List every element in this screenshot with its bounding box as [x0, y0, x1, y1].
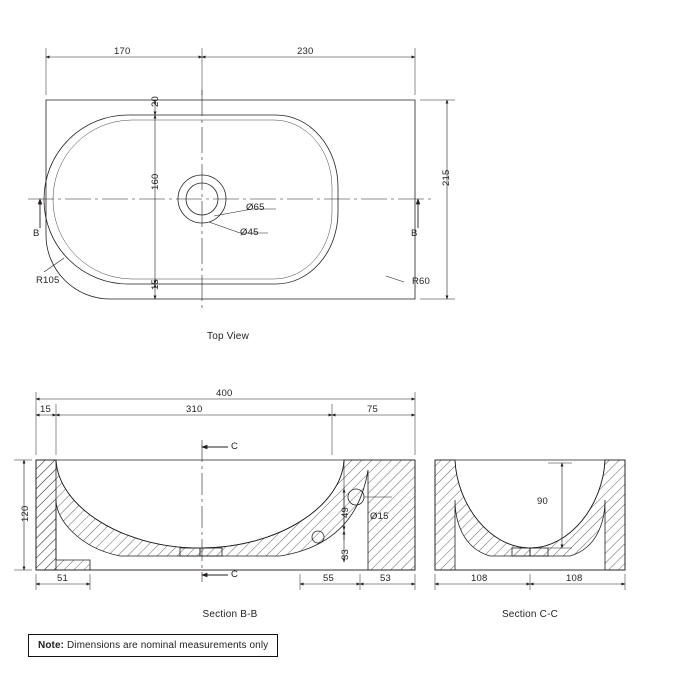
- dim-bb-right-base: 53: [380, 573, 391, 584]
- dim-top-offset-bottom: 15: [150, 279, 161, 290]
- dim-bb-right-width: 75: [367, 404, 378, 415]
- note-box: [28, 634, 278, 657]
- note-text: Dimensions are nominal measurements only: [64, 640, 269, 651]
- section-mark-b-left: B: [33, 228, 40, 239]
- dim-top-width-right: 230: [297, 46, 314, 57]
- dim-radius-right: R60: [412, 276, 431, 287]
- dim-top-width-left: 170: [114, 46, 131, 57]
- dim-bb-overall-width: 400: [216, 388, 233, 399]
- section-mark-c-top: C: [231, 441, 239, 452]
- title-section-bb: Section B-B: [202, 609, 258, 620]
- dim-top-bowl-depth: 160: [150, 173, 161, 190]
- note-label: Note:: [38, 640, 65, 651]
- section-mark-c-bottom: C: [231, 569, 239, 580]
- dim-bb-inner-width: 310: [186, 404, 203, 415]
- dim-cc-bowl-height: 90: [537, 496, 548, 507]
- section-mark-b-right: B: [411, 228, 418, 239]
- dim-bb-overflow-low: 33: [340, 549, 351, 560]
- dim-cc-right-half: 108: [566, 573, 583, 584]
- dim-radius-left: R105: [36, 275, 60, 286]
- title-section-cc: Section C-C: [501, 609, 559, 620]
- dim-bb-mid-base: 55: [323, 573, 334, 584]
- dim-bb-overflow-dia: Ø15: [370, 511, 389, 522]
- title-top-view: Top View: [207, 331, 249, 342]
- dim-bb-left-base: 51: [57, 573, 68, 584]
- dim-cc-left-half: 108: [471, 573, 488, 584]
- dim-bb-left-wall: 15: [40, 404, 51, 415]
- dim-bb-overflow-offset: 49: [340, 507, 351, 518]
- dim-top-offset-top: 20: [150, 96, 161, 107]
- dim-waste-inner: Ø45: [240, 227, 259, 238]
- dim-top-depth-total: 215: [441, 169, 452, 186]
- dim-waste-outer: Ø65: [246, 202, 265, 213]
- dim-bb-height: 120: [20, 505, 31, 522]
